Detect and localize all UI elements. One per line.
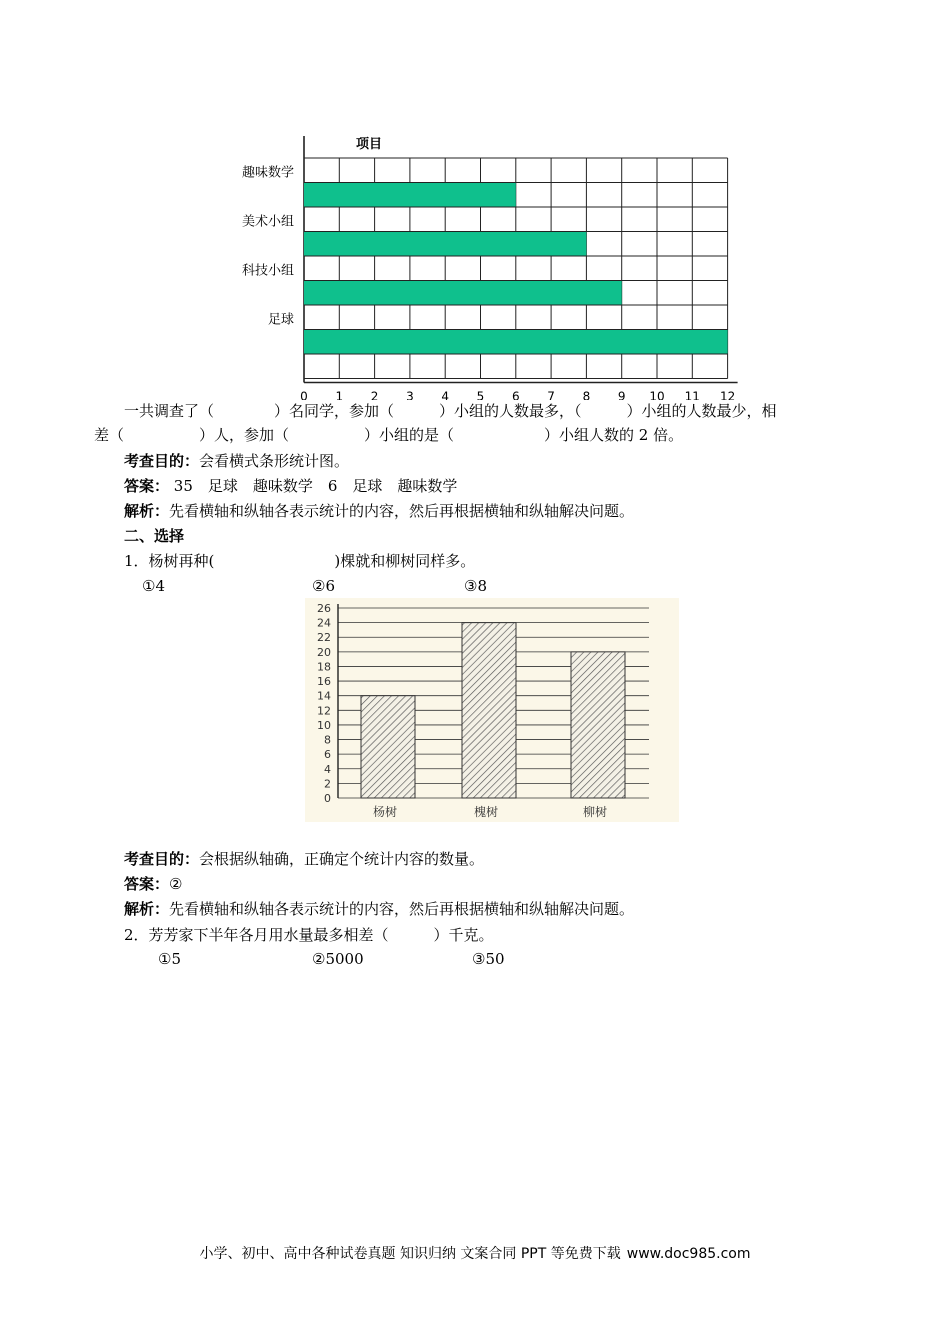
q1-answer-text: 35 足球 趣味数学 6 足球 趣味数学 xyxy=(169,477,458,495)
q1-analysis-text: 先看横轴和纵轴各表示统计的内容，然后再根据横轴和纵轴解决问题。 xyxy=(169,502,635,520)
chart2-bar xyxy=(361,696,415,798)
chart1-x-tick-label: 10 xyxy=(649,389,665,400)
footer-text: 小学、初中、高中各种试卷真题 知识归纳 文案合同 PPT 等免费下载 xyxy=(199,1246,621,1262)
chart1-x-tick-label: 1 xyxy=(335,389,344,400)
q1-analysis xyxy=(124,501,634,521)
choice1-purpose-label: 考查目的： xyxy=(124,850,200,868)
choice1-answer xyxy=(124,874,182,894)
chart1-x-tick-label: 6 xyxy=(511,389,520,400)
chart1-category-labels xyxy=(242,165,294,328)
chart1-x-tick-label: 12 xyxy=(719,389,736,400)
chart1-bar xyxy=(304,183,516,207)
choice1-option-2: ②6 xyxy=(312,577,335,595)
q1-line2: 差（ ）人，参加（ ）小组的是（ ）小组人数的 2 倍。 xyxy=(94,426,684,444)
vertical-bar-chart xyxy=(305,598,679,822)
chart1-x-tick-label: 5 xyxy=(476,389,485,400)
chart2-y-tick-label: 4 xyxy=(324,762,331,776)
choice2-option-3: ③50 xyxy=(472,950,505,968)
choice1-analysis-label: 解析： xyxy=(124,900,170,918)
choice1-answer-text: ② xyxy=(169,875,183,893)
choice1-answer-label: 答案： xyxy=(124,875,170,893)
chart2-y-tick-label: 14 xyxy=(317,689,331,703)
choice1-analysis xyxy=(124,899,634,919)
section2-title: 二、选择 xyxy=(124,527,185,545)
q1-purpose-label: 考查目的： xyxy=(124,452,200,470)
choice2-question: 2．芳芳家下半年各月用水量最多相差（ ）千克。 xyxy=(124,926,494,944)
q1-answer-label: 答案： xyxy=(124,477,170,495)
chart1-title: 项目 xyxy=(356,137,383,152)
chart1-bar xyxy=(304,330,728,354)
chart2-y-tick-label: 26 xyxy=(317,602,331,615)
chart2-y-tick-label: 6 xyxy=(324,748,331,762)
horizontal-bar-chart xyxy=(220,128,765,400)
chart1-x-tick-label: 3 xyxy=(406,389,414,400)
chart1-x-tick-label: 2 xyxy=(370,389,379,400)
chart2-y-tick-label: 20 xyxy=(317,645,331,659)
chart2-y-tick-label: 12 xyxy=(317,704,331,718)
chart2-category-label: 槐树 xyxy=(473,805,499,819)
chart1-category-label: 科技小组 xyxy=(241,263,294,279)
choice1-option-1: ①4 xyxy=(142,577,165,595)
chart1-x-tick-label: 8 xyxy=(582,389,591,400)
choice1-question: 1．杨树再种( )棵就和柳树同样多。 xyxy=(124,552,476,570)
q1-purpose-text: 会看横式条形统计图。 xyxy=(199,452,350,470)
chart2-bar xyxy=(462,623,516,798)
choice2-option-2: ②5000 xyxy=(312,950,364,968)
chart2-y-tick-label: 2 xyxy=(324,777,331,791)
footer-url[interactable]: www.doc985.com xyxy=(626,1246,751,1262)
page-footer xyxy=(0,1243,950,1263)
chart1-x-tick-label: 7 xyxy=(547,389,555,400)
choice2-option-1: ①5 xyxy=(158,950,181,968)
choice1-option-3: ③8 xyxy=(464,577,487,595)
choice1-purpose xyxy=(124,849,484,869)
q1-answer xyxy=(124,476,457,496)
q1-line1: 一共调查了（ ）名同学，参加（ ）小组的人数最多，（ ）小组的人数最少，相 xyxy=(124,402,777,420)
chart1-category-label: 趣味数学 xyxy=(241,165,294,181)
choice1-analysis-text: 先看横轴和纵轴各表示统计的内容，然后再根据横轴和纵轴解决问题。 xyxy=(169,900,635,918)
chart2-y-tick-label: 16 xyxy=(317,675,331,689)
chart1-bar xyxy=(304,281,622,305)
chart1-x-tick-label: 9 xyxy=(617,389,626,400)
chart2-y-tick-label: 0 xyxy=(324,792,331,805)
q1-analysis-label: 解析： xyxy=(124,502,170,520)
chart2-y-tick-label: 22 xyxy=(317,631,331,645)
chart2-y-tick-label: 18 xyxy=(317,660,331,674)
chart2-y-tick-label: 8 xyxy=(324,733,331,747)
chart1-category-label: 美术小组 xyxy=(241,214,294,230)
chart1-category-label: 足球 xyxy=(267,312,294,328)
chart1-x-tick-label: 4 xyxy=(441,389,450,400)
chart2-category-label: 杨树 xyxy=(372,805,398,819)
q1-purpose xyxy=(124,451,349,471)
chart2-bar xyxy=(571,652,625,798)
chart2-y-tick-label: 24 xyxy=(317,616,331,630)
chart1-x-tick-label: 0 xyxy=(300,389,308,400)
chart1-bar xyxy=(304,232,586,256)
chart2-category-label: 柳树 xyxy=(582,805,608,819)
chart1-x-tick-label: 11 xyxy=(684,389,700,400)
chart2-y-tick-label: 10 xyxy=(317,718,331,732)
chart1-x-tick-labels xyxy=(300,390,735,401)
choice1-purpose-text: 会根据纵轴确，正确定个统计内容的数量。 xyxy=(199,850,485,868)
